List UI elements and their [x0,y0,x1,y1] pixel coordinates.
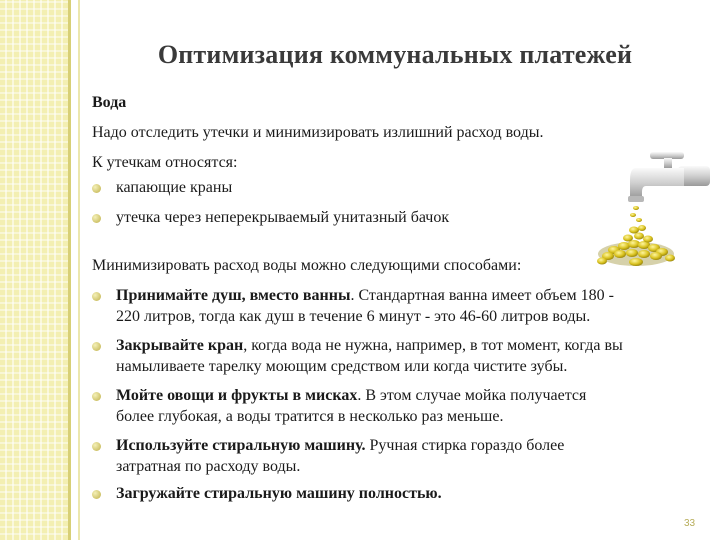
method-item [116,335,706,377]
decorative-left-band [0,0,68,540]
bullet-icon [92,214,101,223]
faucet-coins-image [584,146,712,268]
method-item-bold: Загружайте стиральную машину полностью. [116,485,442,502]
decorative-divider-line [68,0,71,540]
method-item-text: , когда вода не нужна, например, в тот момент, когда вы [243,337,623,354]
method-item-text-cont: намыливаете тарелку моющим средством или когда чистите зубы. [116,358,568,375]
bullet-icon [92,442,101,451]
method-item-text: Ручная стирка гораздо более [365,437,565,454]
method-item-text: . В этом случае мойка получается [357,387,587,404]
method-item-bold: Мойте овощи и фрукты в мисках [116,387,358,404]
method-item-text: . Стандартная ванна имеет объем 180 - [350,287,614,304]
method-item-text-cont: 220 литров, тогда как душ в течение 6 минут - это 46-60 литров воды. [116,308,591,325]
method-item-bold: Используйте стиральную машину. [116,437,366,454]
slide-title: Оптимизация коммунальных платежей [157,40,633,69]
section-heading: Вода [92,94,127,111]
bullet-icon [92,292,101,301]
bullet-icon [92,392,101,401]
method-item [116,435,706,477]
leak-item: капающие краны [116,179,233,196]
leaks-label: К утечкам относятся: [92,154,238,171]
method-item-bold: Закрывайте кран [116,337,244,354]
method-item [116,483,706,504]
decorative-divider-line-thin [78,0,80,540]
method-item-text-cont: более глубокая, а воды тратится в несколько раз меньше. [116,408,504,425]
method-item-bold: Принимайте душ, вместо ванны [116,287,351,304]
leak-item: утечка через неперекрываемый унитазный бачок [116,209,450,226]
bullet-icon [92,342,101,351]
method-item-text-cont: затратная по расходу воды. [116,458,301,475]
method-item [116,385,706,427]
bullet-icon [92,490,101,499]
intro-text: Надо отследить утечки и минимизировать излишний расход воды. [92,124,544,141]
page-number: 33 [684,518,696,529]
methods-label: Минимизировать расход воды можно следующими способами: [92,257,522,274]
bullet-icon [92,184,101,193]
method-item [116,285,706,327]
